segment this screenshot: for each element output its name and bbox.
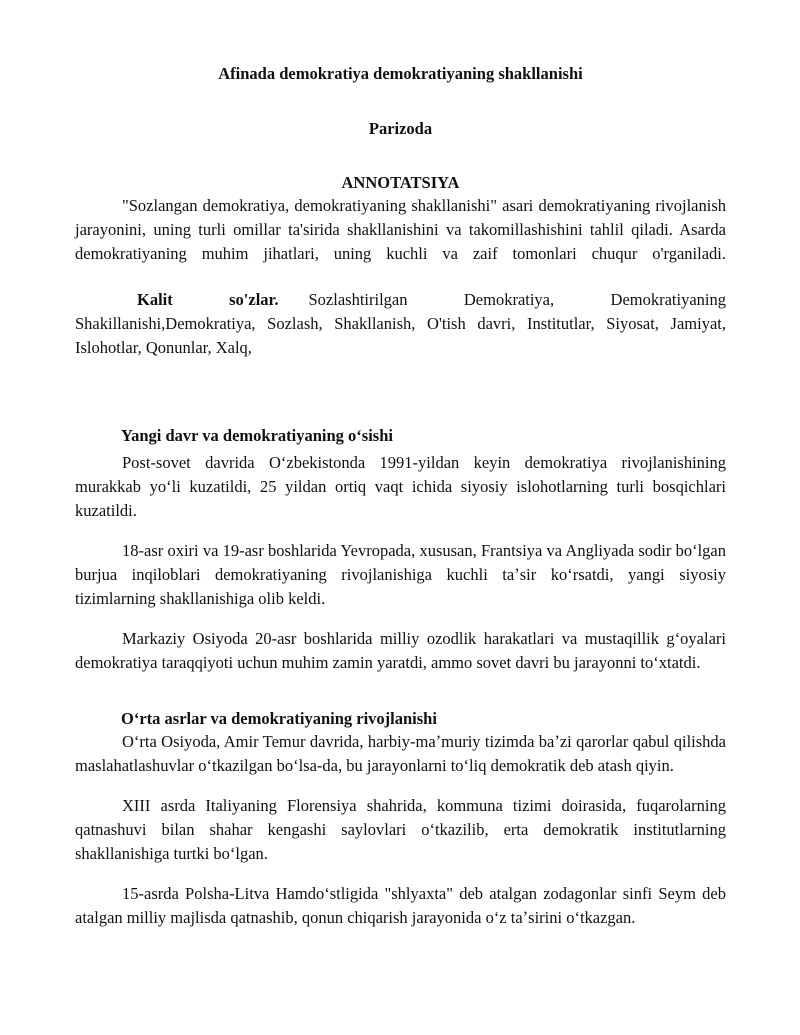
keywords-label: Kalit so'zlar. (137, 290, 279, 309)
document-body (75, 62, 726, 930)
paragraph: 15-asrda Polsha-Litva Hamdoʻstligida "shlyaxta" deb atalgan zodagonlar sinfi Seym deb atalgan milliy majlisda qatnashib, qonun chiqarish jarayonida oʻz taʼsirini oʻtkazgan. (75, 884, 726, 927)
paragraph: 18-asr oxiri va 19-asr boshlarida Yevropada, xususan, Frantsiya va Angliyada sodir boʻlgan burjua inqiloblari demokratiyaning rivojlanishiga kuchli taʼsir koʻrsatdi, yangi siyosiy tizimlarning shakllanishiga olib keldi. (75, 541, 726, 608)
paragraph: Oʻrta Osiyoda, Amir Temur davrida, harbiy-maʼmuriy tizimda baʼzi qarorlar qabul qilishda maslahatlashuvlar oʻtkazilgan boʻlsa-da, bu jarayonlarni toʻliq demokratik deb atash qiyin. (75, 732, 726, 775)
author-name: Parizoda (368, 119, 433, 138)
annotation-heading: ANNOTATSIYA (341, 173, 460, 192)
keywords-text: Sozlashtirilgan Demokratiya, Demokratiyaning Shakillanishi,Demokratiya, Sozlash, Shakllanish, O'tish davri, Institutlar, Siyosat, Jamiyat, Islohotlar, Qonunlar, Xalq, (75, 290, 726, 357)
keywords-paragraph (75, 288, 726, 360)
section-heading: Yangi davr va demokratiyaning oʻsishi (121, 426, 393, 445)
paragraph: Markaziy Osiyoda 20-asr boshlarida milliy ozodlik harakatlari va mustaqillik gʻoyalari demokratiya taraqqiyoti uchun muhim zamin yaratdi, ammo sovet davri bu jarayonni toʻxtatdi. (75, 629, 726, 672)
paragraph: XIII asrda Italiyaning Florensiya shahrida, kommuna tizimi doirasida, fuqarolarning qatnashuvi bilan shahar kengashi saylovlari oʻtkazilib, erta demokratik institutlarning shakllanishiga turtki boʻlgan. (75, 796, 726, 863)
section-heading: Oʻrta asrlar va demokratiyaning rivojlanishi (121, 709, 437, 728)
paragraph: Post-sovet davrida Oʻzbekistonda 1991-yildan keyin demokratiya rivojlanishining murakkab yoʻli kuzatildi, 25 yildan ortiq vaqt ichida siyosiy islohotlarning turli bosqichlari kuzatildi. (75, 453, 726, 520)
document-title: Afinada demokratiya demokratiyaning shakllanishi (218, 64, 583, 83)
annotation-paragraph: "Sozlangan demokratiya, demokratiyaning shakllanishi" asari demokratiyaning rivojlanish jarayonini, uning turli omillar ta'sirida shakllanishini va takomillashishini tahlil qiladi. Asarda demokratiyaning muhim jihatlari, uning kuchli va zaif tomonlari chuqur o'rganiladi. (75, 196, 726, 263)
